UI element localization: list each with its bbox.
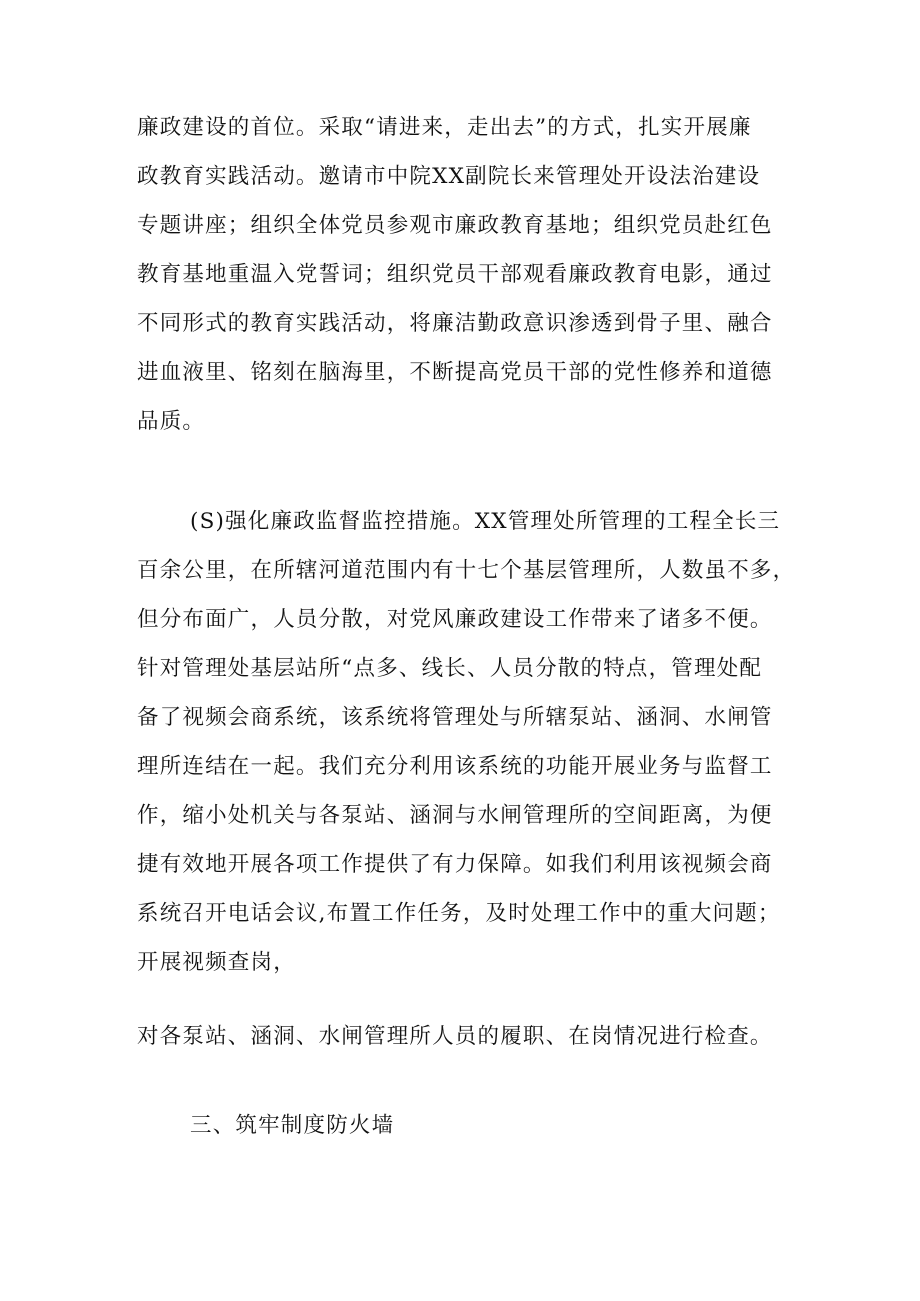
text-line: 百余公里，在所辖河道范围内有十七个基层管理所，人数虽不多， [137, 558, 796, 583]
text-line: 教育基地重温入党誓词；组织党员干部观看廉政教育电影，通过 [137, 262, 773, 287]
text-line: 但分布面广，人员分散，对党风廉政建设工作带来了诸多不便。 [137, 607, 773, 632]
text-line: 系统召开电话会议,布置工作任务，及时处理工作中的重大问题； [137, 901, 781, 926]
text-line: 捷有效地开展各项工作提供了有力保障。如我们利用该视频会商 [137, 852, 773, 877]
text-line: 品质。 [137, 409, 206, 434]
text-line: 专题讲座；组织全体党员参观市廉政教育基地；组织党员赴红色 [137, 213, 773, 238]
text-line: (S)强化廉政监督监控措施。XX管理处所管理的工程全长三 [190, 509, 781, 534]
text-line: 针对管理处基层站所“点多、线长、人员分散的特点，管理处配 [137, 656, 763, 681]
section-heading: 三、筑牢制度防火墙 [190, 1113, 395, 1138]
text-line: 理所连结在一起。我们充分利用该系统的功能开展业务与监督工 [137, 754, 773, 779]
text-line: 进血液里、铭刻在脑海里，不断提高党员干部的党性修养和道德 [137, 360, 773, 385]
text-line: 政教育实践活动。邀请市中院XX副院长来管理处开设法治建设 [137, 164, 761, 189]
paragraph-3: 对各泵站、涵洞、水闸管理所人员的履职、在岗情况进行检查。 [137, 1024, 773, 1049]
text-line: 作，缩小处机关与各泵站、涵洞与水闸管理所的空间距离，为便 [137, 803, 773, 828]
text-line: 备了视频会商系统，该系统将管理处与所辖泵站、涵洞、水闸管 [137, 705, 773, 730]
text-line: 开展视频查岗， [137, 950, 296, 975]
text-line: 不同形式的教育实践活动，将廉洁勤政意识渗透到骨子里、融合 [137, 311, 773, 336]
text-line: 廉政建设的首位。采取“请进来，走出去”的方式，扎实开展廉 [137, 115, 752, 140]
